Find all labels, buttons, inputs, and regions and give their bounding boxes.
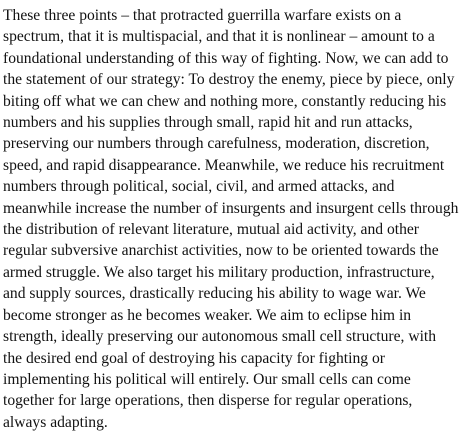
text-line: the desired end goal of destroying his capacity for fighting or: [3, 349, 385, 367]
text-line: and supply sources, drastically reducing his ability to wage war. We: [3, 285, 426, 303]
text-line: together for large operations, then disperse for regular operations,: [3, 392, 413, 410]
text-line: preserving our numbers through carefulness, moderation, discretion,: [3, 135, 430, 153]
text-line: the statement of our strategy: To destroy the enemy, piece by piece, only: [3, 71, 455, 89]
text-line: foundational understanding of this way of fighting. Now, we can add to: [3, 49, 449, 67]
text-line: implementing his political will entirely. Our small cells can come: [3, 370, 411, 388]
text-line: These three points – that protracted guerrilla warfare exists on a: [3, 7, 402, 24]
text-line: numbers through political, social, civil, and armed attacks, and: [3, 178, 395, 196]
text-line: become stronger as he becomes weaker. We aim to eclipse him in: [3, 306, 412, 324]
text-line: numbers and his supplies through small, rapid hit and run attacks,: [3, 114, 413, 132]
text-line: speed, and rapid disappearance. Meanwhile, we reduce his recruitment: [3, 156, 445, 174]
text-line: meanwhile increase the number of insurgents and insurgent cells through: [3, 199, 459, 217]
text-line: biting off what we can chew and nothing more, constantly reducing his: [3, 92, 447, 110]
text-line: armed struggle. We also target his military production, infrastructure,: [3, 263, 435, 281]
text-line: spectrum, that it is multispacial, and that it is nonlinear – amount to a: [3, 28, 435, 46]
text-line: the distribution of relevant literature, mutual aid activity, and other: [3, 221, 419, 239]
text-line: regular subversive anarchist activities, now to be oriented towards the: [3, 242, 439, 260]
body-paragraph: [3, 5, 469, 433]
text-line: strength, ideally preserving our autonomous small cell structure, with: [3, 328, 437, 346]
text-line: always adapting.: [3, 413, 108, 431]
